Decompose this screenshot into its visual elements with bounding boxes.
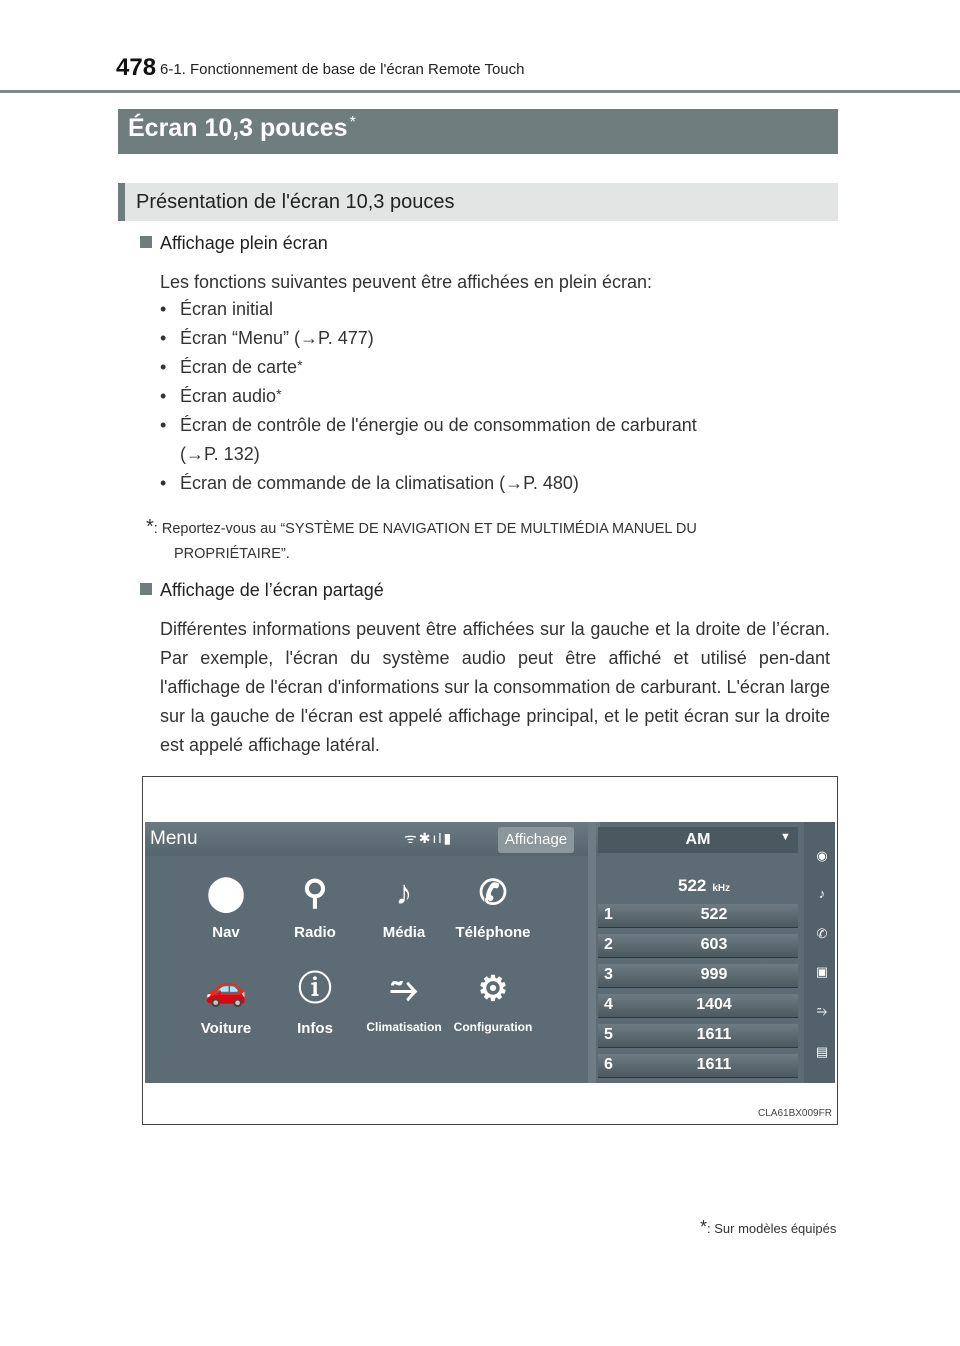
section-heading-split: Affichage de l’écran partagé: [140, 580, 384, 601]
preset-button[interactable]: 6 1611: [598, 1054, 798, 1078]
list-item: • Écran de contrôle de l'énergie ou de consommation de carburant: [160, 415, 697, 435]
list-item-continuation: (→P. 132): [180, 444, 260, 464]
tile-climate[interactable]: ⥲ Climatisation: [360, 968, 448, 1034]
square-bullet-icon: [140, 236, 152, 248]
section1-intro: Les fonctions suivantes peuvent être affichées en plein écran:: [160, 272, 652, 292]
music-note-icon: ♪: [395, 874, 413, 912]
section-heading-fullscreen: Affichage plein écran: [140, 233, 328, 254]
frequency-readout: 522 kHz: [678, 876, 731, 895]
nav-rail-icon[interactable]: ◉: [816, 848, 828, 863]
list-item: • Écran de carte*: [160, 357, 303, 377]
chevron-down-icon: ▼: [780, 831, 791, 843]
tile-nav[interactable]: ⬤ Nav: [182, 872, 270, 941]
footnote: *: Reportez-vous au “SYSTÈME DE NAVIGATION ET DE MULTIMÉDIA MANUEL DU PROPRIÉTAIRE”.: [146, 516, 697, 562]
preset-button[interactable]: 2 603: [598, 934, 798, 958]
audio-rail-icon[interactable]: ♪: [818, 886, 826, 901]
radio-band-selector[interactable]: AM: [598, 827, 798, 853]
list-item: • Écran audio*: [160, 386, 282, 406]
subtitle: Présentation de l'écran 10,3 pouces: [136, 191, 455, 213]
climate-icon: ⥲: [390, 970, 418, 1008]
display-rail-icon[interactable]: ▤: [815, 1044, 829, 1059]
section2-paragraph: Différentes informations peuvent être affichées sur la gauche et la droite de l’écran. Par exemple, l'écran du système audio peut être affiché et utilisé pen-dant l'affichage de l'écran d'informations sur la consommation de carburant. L'écran large sur la gauche de l'écran est appelé affichage principal, et le petit écran sur la droite est appelé affichage latéral.: [160, 619, 830, 755]
info-icon: ⓘ: [298, 970, 332, 1008]
header-rule: [0, 90, 960, 93]
screen-menu-title: Menu: [150, 828, 198, 849]
preset-button[interactable]: 5 1611: [598, 1024, 798, 1048]
tile-radio[interactable]: ⚲ Radio: [271, 872, 359, 941]
page-number: 478: [116, 54, 157, 81]
list-item: • Écran initial: [160, 299, 274, 319]
tile-info[interactable]: ⓘ Infos: [271, 968, 359, 1037]
affichage-button[interactable]: Affichage: [498, 827, 574, 853]
status-icons: ᯤ✱ıl▮: [404, 830, 454, 846]
phone-icon: ✆: [478, 874, 508, 912]
bottom-footnote: *: Sur modèles équipés: [700, 1217, 837, 1237]
tile-phone[interactable]: ✆ Téléphone: [449, 872, 537, 941]
list-item: • Écran “Menu” (→P. 477): [160, 328, 374, 348]
chapter-title: 6-1. Fonctionnement de base de l'écran Remote Touch: [160, 61, 525, 78]
phone-rail-icon[interactable]: ✆: [816, 926, 828, 941]
title-asterisk: *: [349, 114, 356, 131]
square-bullet-icon: [140, 583, 152, 595]
tile-media[interactable]: ♪ Média: [360, 872, 448, 941]
tile-settings[interactable]: ⚙ Configuration: [449, 968, 537, 1034]
figure-code: CLA61BX009FR: [758, 1108, 832, 1119]
preset-button[interactable]: 1 522: [598, 904, 798, 928]
preset-button[interactable]: 4 1404: [598, 994, 798, 1018]
radio-tower-icon: ⚲: [302, 874, 328, 912]
page-title: Écran 10,3 pouces *: [128, 114, 356, 142]
car-icon: 🚗: [204, 970, 248, 1008]
image-rail-icon[interactable]: ▣: [815, 964, 829, 979]
gear-icon: ⚙: [477, 970, 509, 1008]
list-item: • Écran de commande de la climatisation (→P. 480): [160, 473, 579, 493]
tile-car[interactable]: 🚗 Voiture: [182, 968, 270, 1037]
screen-divider: [588, 822, 596, 1083]
climate-rail-icon[interactable]: ⥲: [816, 1003, 828, 1018]
preset-button[interactable]: 3 999: [598, 964, 798, 988]
nav-icon: ⬤: [206, 874, 246, 912]
